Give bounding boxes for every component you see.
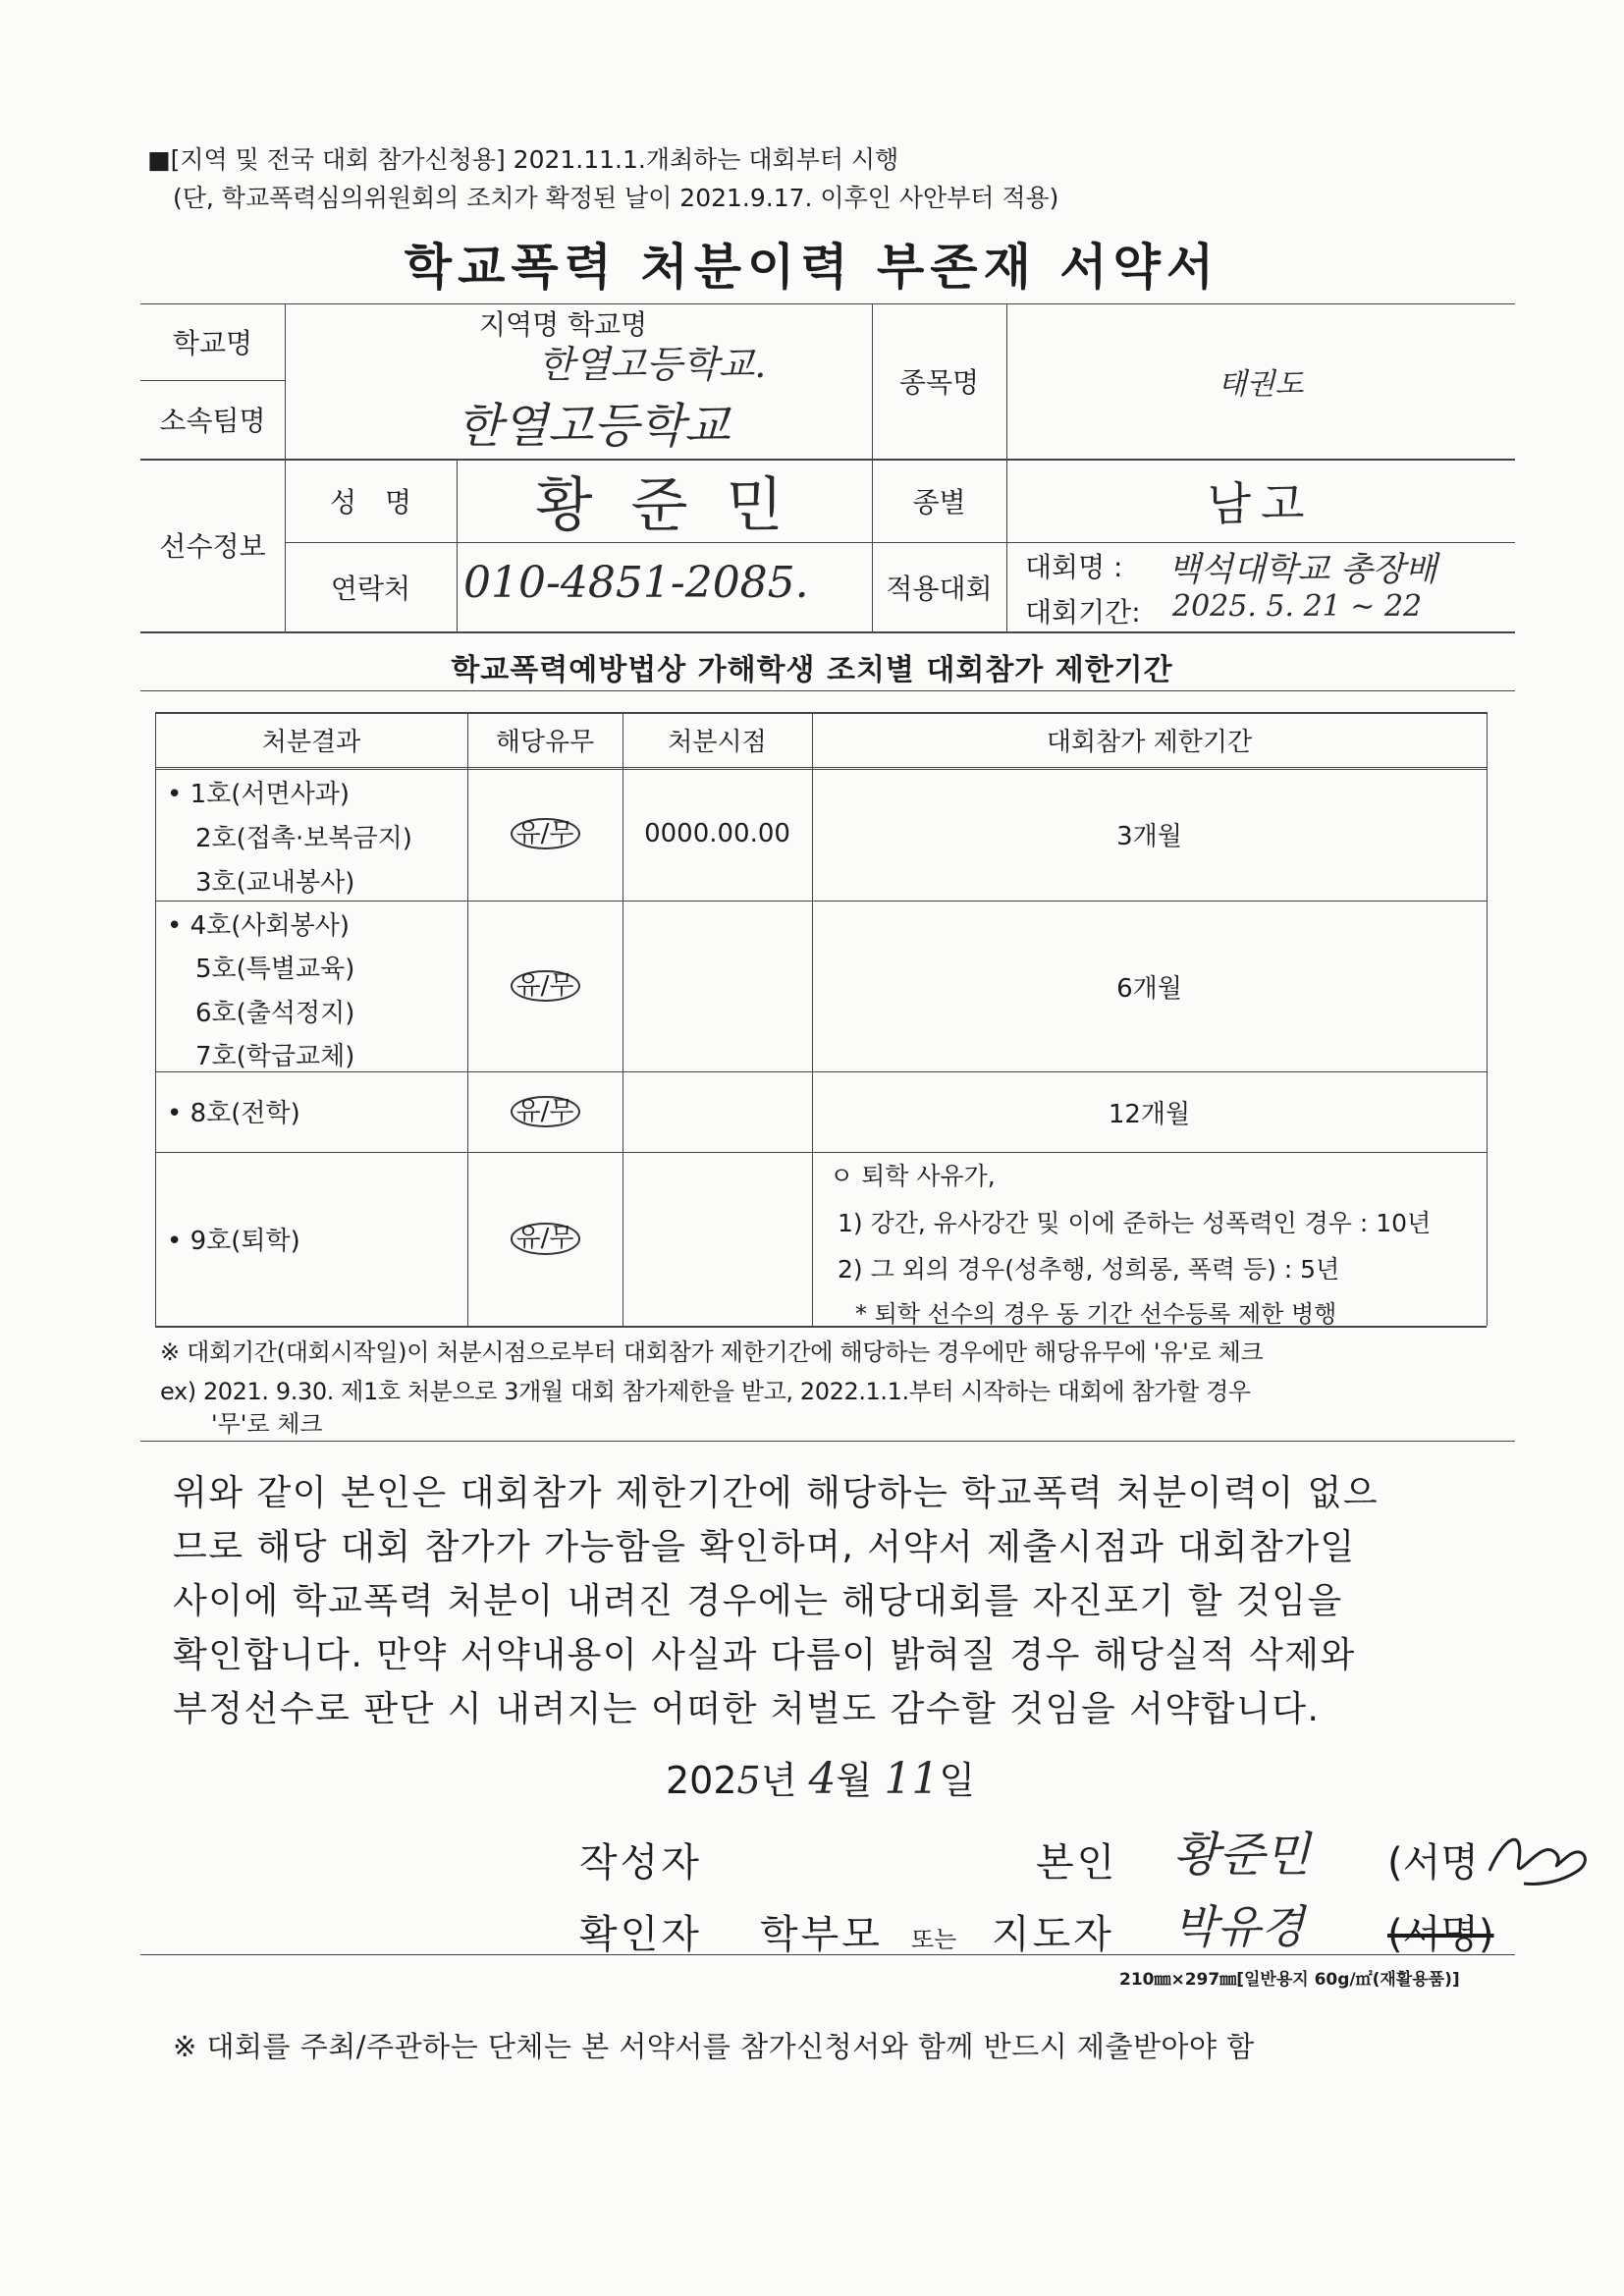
disposition-item: 7호(학급교체) <box>195 1042 355 1071</box>
disposition-item: • 8호(전학) <box>167 1099 300 1128</box>
header-applicable: 해당유무 <box>495 727 595 757</box>
applicable-check: 유/무 <box>467 1071 623 1152</box>
restriction-period: 6개월 <box>1116 973 1182 1004</box>
parent-label: 학부모 <box>760 1912 883 1957</box>
expulsion-reason-line: ㅇ 퇴학 사유가, <box>830 1162 996 1190</box>
confirmer-signature: 박유경 <box>1173 1900 1305 1953</box>
restriction-period: 12개월 <box>1108 1099 1191 1129</box>
applied-contest-label: 적용대회 <box>886 572 993 605</box>
pledge-date: 2025년 4월 11일 <box>666 1754 976 1804</box>
gender-label: 종별 <box>912 485 966 519</box>
school-name-label: 학교명 <box>172 327 253 359</box>
contact-value: 010-4851-2085. <box>463 558 809 608</box>
applicable-check: 유/무 <box>467 767 623 901</box>
applicable-check: 유/무 <box>467 1152 623 1326</box>
pledge-line-1: 위와 같이 본인은 대회참가 제한기간에 해당하는 학교폭력 처분이력이 없으 <box>173 1473 1380 1513</box>
contest-name-label: 대회명 : <box>1025 551 1123 583</box>
coach-label: 지도자 <box>992 1912 1114 1957</box>
confirmer-label: 확인자 <box>579 1912 702 1957</box>
gender-value: 남고 <box>1207 476 1315 530</box>
notice-line-2: (단, 학교폭력심의위원회의 조치가 확정된 날이 2021.9.17. 이후인 사안부터 적용) <box>173 184 1059 212</box>
writer-label: 작성자 <box>579 1840 702 1886</box>
expulsion-reason-line: 2) 그 외의 경우(성추행, 성희롱, 폭력 등) : 5년 <box>838 1255 1340 1284</box>
paper-spec: 210㎜×297㎜[일반용지 60g/㎡(재활용품)] <box>1119 1970 1460 1990</box>
note-2-cont: '무'로 체크 <box>211 1410 323 1438</box>
disposition-item: 2호(접촉·보복금지) <box>195 824 412 853</box>
disposition-date: 0000.00.00 <box>644 819 790 848</box>
pledge-line-5: 부정선수로 판단 시 내려지는 어떠한 처벌도 감수할 것임을 서약합니다. <box>173 1689 1321 1729</box>
restriction-subtitle: 학교폭력예방법상 가해학생 조치별 대회참가 제한기간 <box>451 653 1173 687</box>
notice-line-1: ■[지역 및 전국 대회 참가신청용] 2021.11.1.개최하는 대회부터 시행 <box>147 145 899 174</box>
contest-period-label: 대회기간: <box>1025 596 1141 629</box>
applicable-check: 유/무 <box>467 901 623 1071</box>
or-label: 또는 <box>911 1926 957 1953</box>
region-school-hint: 지역명 학교명 <box>479 308 648 341</box>
sport-label: 종목명 <box>898 366 980 399</box>
disposition-item: • 1호(서면사과) <box>167 780 351 809</box>
pledge-line-3: 사이에 학교폭력 처분이 내려진 경우에는 해당대회를 자진포기 할 것임을 <box>173 1581 1343 1621</box>
disposition-date <box>623 901 812 1071</box>
self-label: 본인 <box>1036 1840 1118 1886</box>
disposition-item: • 4호(사회봉사) <box>167 911 351 941</box>
sign-label-2: (서명) <box>1387 1912 1494 1957</box>
player-name-value: 황 준 민 <box>535 470 793 540</box>
header-disposition-date: 처분시점 <box>668 727 767 757</box>
team-name-label: 소속팀명 <box>159 405 266 437</box>
document-title: 학교폭력 처분이력 부존재 서약서 <box>404 239 1220 296</box>
handwritten-signature <box>1485 1817 1602 1895</box>
sign-label-1: (서명 <box>1387 1840 1479 1886</box>
player-info-label: 선수정보 <box>159 530 266 563</box>
disposition-item: 3호(교내봉사) <box>195 868 355 898</box>
team-name-value: 한열고등학교 <box>457 399 731 454</box>
disposition-item: • 9호(퇴학) <box>167 1227 300 1256</box>
disposition-item: 5호(특별교육) <box>195 955 355 984</box>
disposition-date <box>623 1071 812 1152</box>
player-name-label: 성 명 <box>330 485 411 519</box>
header-disposition: 처분결과 <box>261 727 361 757</box>
contest-period-value: 2025. 5. 21 ~ 22 <box>1172 589 1423 624</box>
header-restriction-period: 대회참가 제한기간 <box>1046 727 1253 757</box>
disposition-item: 6호(출석정지) <box>195 999 355 1028</box>
contact-label: 연락처 <box>330 572 411 605</box>
footer-note: ※ 대회를 주최/주관하는 단체는 본 서약서를 참가신청서와 함께 반드시 제출받아야 함 <box>173 2030 1255 2063</box>
school-name-value: 한열고등학교. <box>538 343 767 386</box>
note-1: ※ 대회기간(대회시작일)이 처분시점으로부터 대회참가 제한기간에 해당하는 경우에만 해당유무에 '유'로 체크 <box>160 1339 1264 1366</box>
self-name-signature: 황준민 <box>1173 1828 1311 1883</box>
restriction-period: 3개월 <box>1116 821 1182 851</box>
pledge-line-2: 므로 해당 대회 참가가 가능함을 확인하며, 서약서 제출시점과 대회참가일 <box>173 1527 1356 1567</box>
note-2: ex) 2021. 9.30. 제1호 처분으로 3개월 대회 참가제한을 받고, 2022.1.1.부터 시작하는 대회에 참가할 경우 <box>160 1378 1251 1405</box>
contest-name-value: 백석대학교 총장배 <box>1168 550 1437 589</box>
sport-value: 태권도 <box>1218 367 1304 402</box>
expulsion-reason-line: * 퇴학 선수의 경우 동 기간 선수등록 제한 병행 <box>855 1300 1337 1328</box>
disposition-date <box>623 1152 812 1326</box>
expulsion-reason-line: 1) 강간, 유사강간 및 이에 준하는 성폭력인 경우 : 10년 <box>838 1209 1432 1237</box>
pledge-line-4: 확인합니다. 만약 서약내용이 사실과 다름이 밝혀질 경우 해당실적 삭제와 <box>173 1635 1356 1675</box>
